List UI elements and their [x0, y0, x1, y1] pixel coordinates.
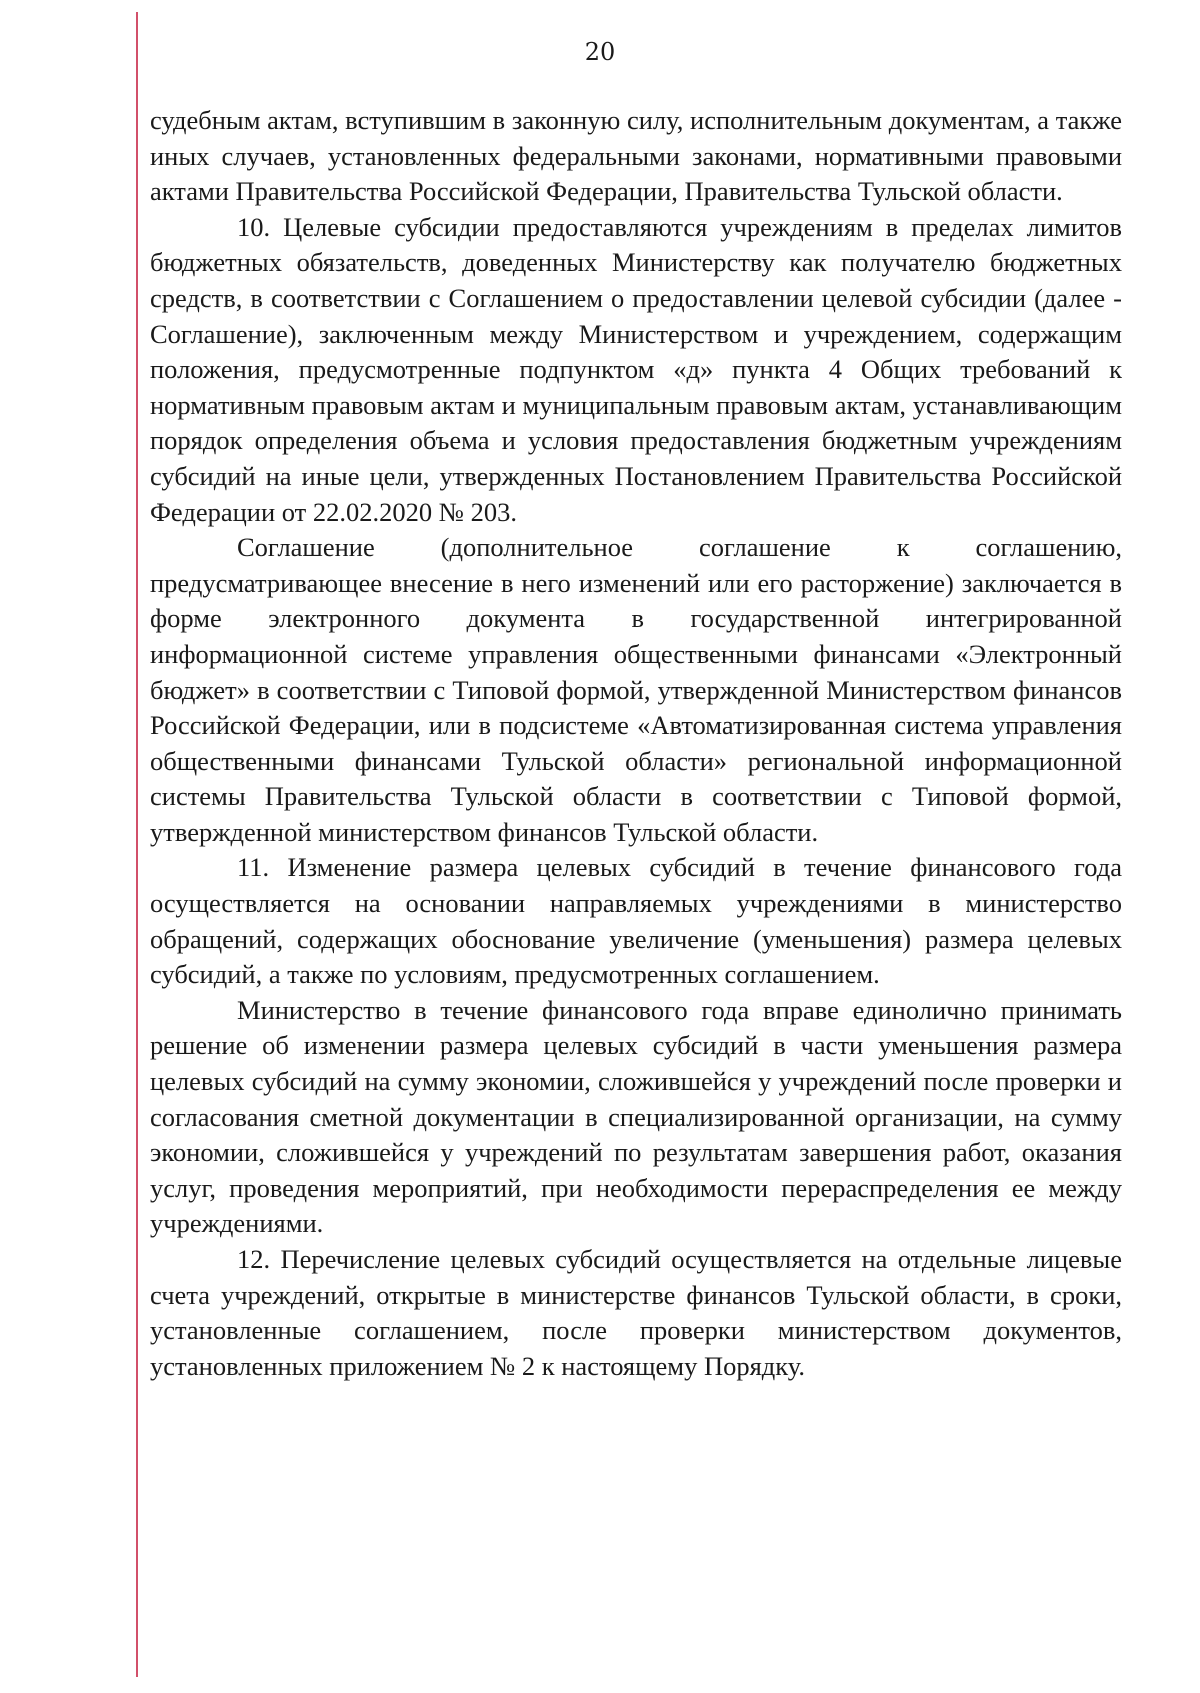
paragraph-clause-10: 10. Целевые субсидии предоставляются учреждениям в пределах лимитов бюджетных обязательств, доведенных Министерству как получателю бюджетных средств, в соответствии с Соглашением о предоставлении целевой субсидии (далее - Соглашение), заключенным между Министерством и учреждением, содержащим положения, предусмотренные подпунктом «д» пункта 4 Общих требований к нормативным правовым актам и муниципальным правовым актам, устанавливающим порядок определения объема и условия предоставления бюджетным учреждениям субсидий на иные цели, утвержденных Постановлением Правительства Российской Федерации от 22.02.2020 № 203. — [150, 211, 1122, 527]
page-number: 20 — [584, 38, 616, 66]
paragraph-clause-11: 11. Изменение размера целевых субсидий в течение финансового года осуществляется на основании направляемых учреждениями в министерство обращений, содержащих обоснование увеличение (уменьшения) размера целевых субсидий, а также по условиям, предусмотренных соглашением. — [150, 852, 1122, 990]
paragraph-agreement: Соглашение (дополнительное соглашение к соглашению, предусматривающее внесение в него изменений или его расторжение) заключается в форме электронного документа в государственной интегрированной информационной системе управления общественными финансами «Электронный бюджет» в соответствии с Типовой формой, утвержденной Министерством финансов Российской Федерации, или в подсистеме «Автоматизированная система управления общественными финансами Тульской области» региональной информационной системы Правительства Тульской области в соответствии с Типовой формой, утвержденной министерством финансов Тульской области. — [150, 532, 1122, 847]
margin-rule — [136, 12, 138, 1677]
paragraph-ministry-decision: Министерство в течение финансового года вправе единолично принимать решение об изменении размера целевых субсидий в части уменьшения размера целевых субсидий на сумму экономии, сложившейся у учреждений после проверки и согласования сметной документации в специализированной организации, на сумму экономии, сложившейся у учреждений по результатам завершения работ, оказания услуг, проведения мероприятий, при необходимости перераспределения ее между учреждениями. — [150, 994, 1122, 1239]
paragraph-clause-12: 12. Перечисление целевых субсидий осуществляется на отдельные лицевые счета учреждений, открытые в министерстве финансов Тульской области, в сроки, установленные соглашением, после проверки министерством документов, установленных приложением № 2 к настоящему Порядку. — [150, 1244, 1122, 1381]
paragraph-continuation: судебным актам, вступившим в законную силу, исполнительным документам, а также иных случаев, установленных федеральными законами, нормативными правовыми актами Правительства Российской Федерации, Правительства Тульской области. — [150, 105, 1122, 207]
document-body — [150, 103, 1122, 1384]
